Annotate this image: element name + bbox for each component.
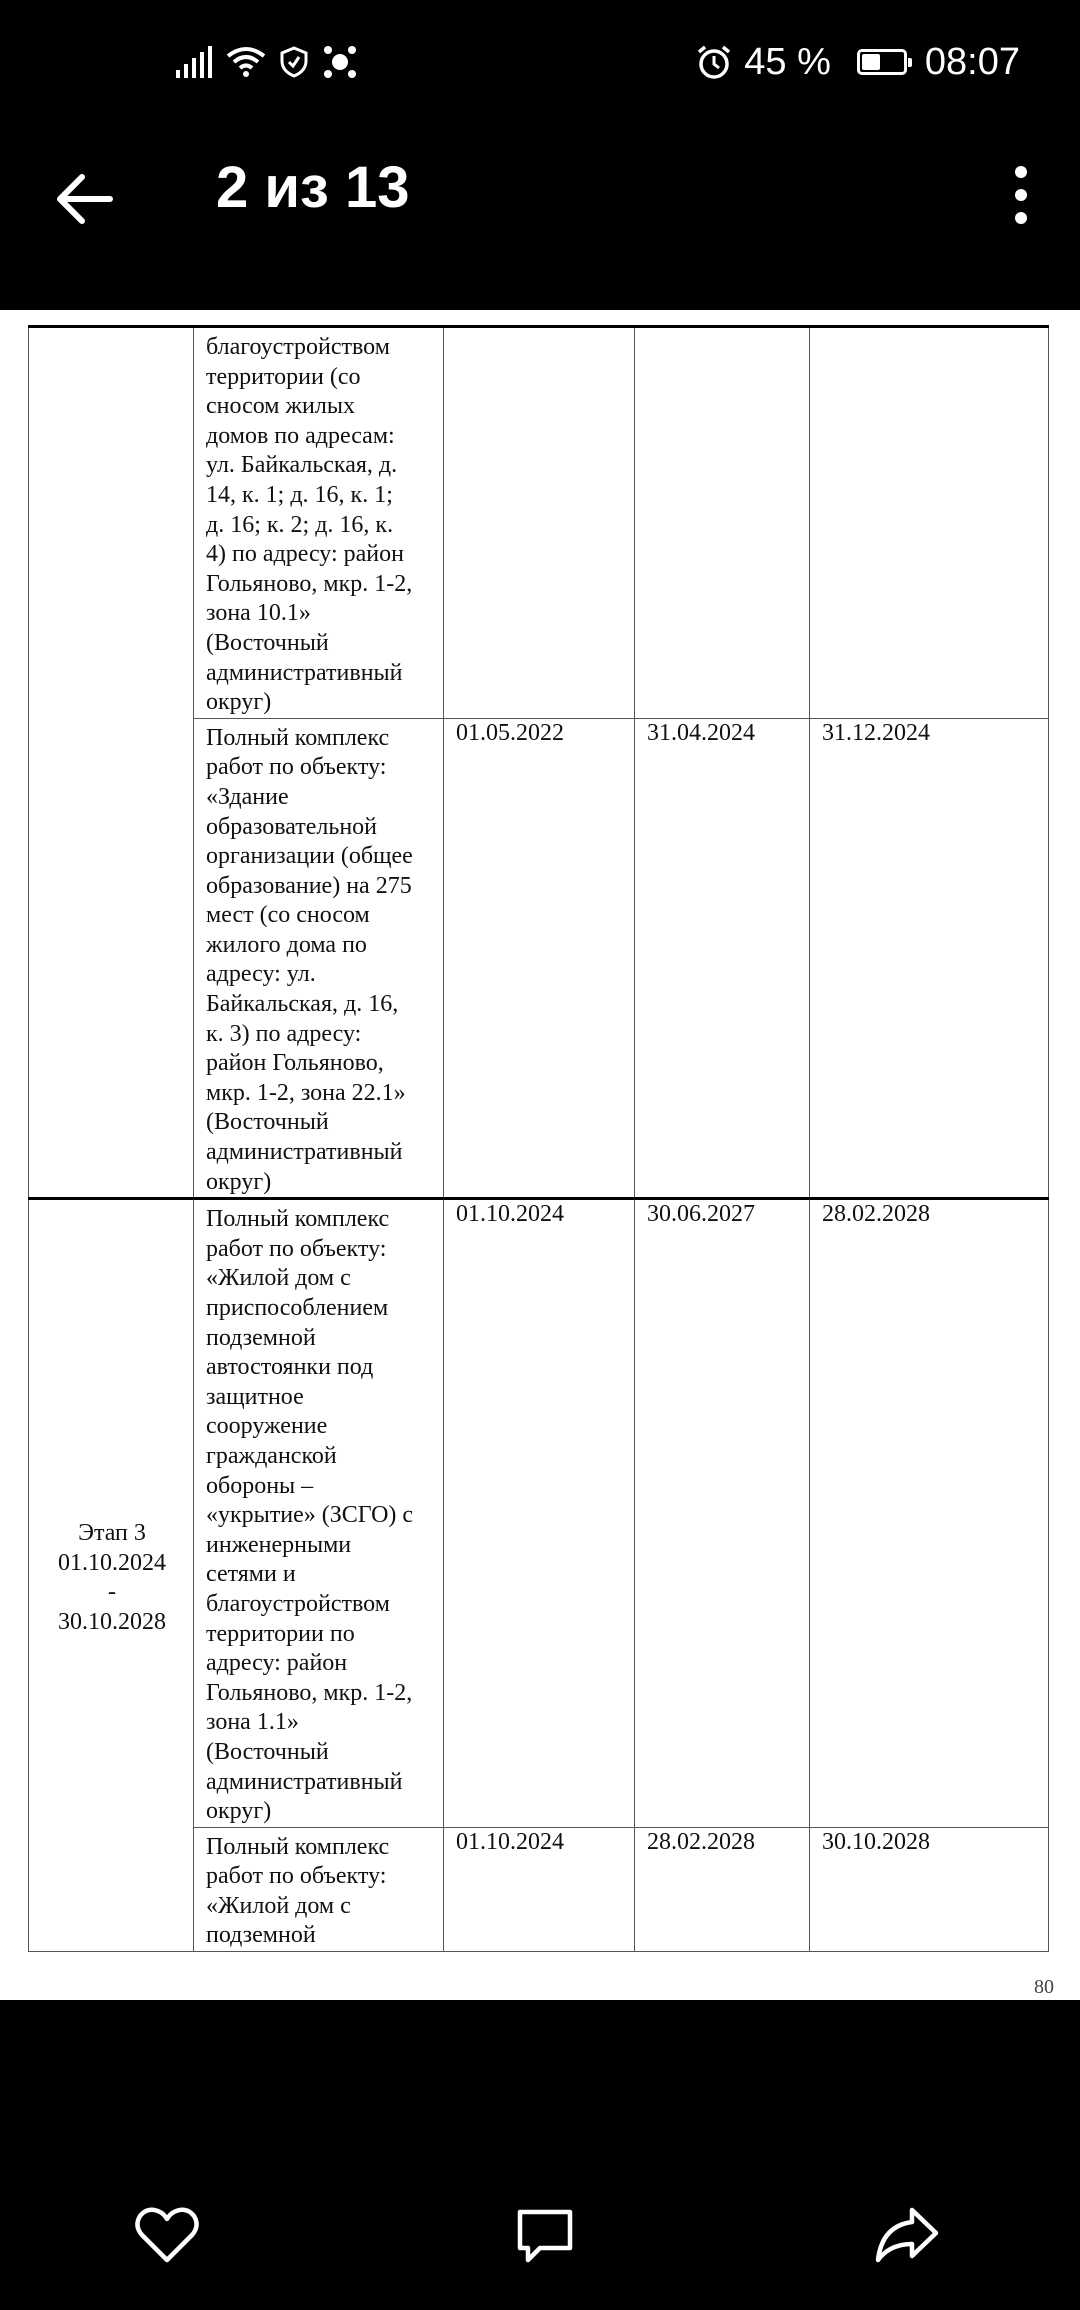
end-date-cell: 28.02.2028 [635,1827,810,1951]
status-bar [0,0,1080,120]
start-date-cell: 01.10.2024 [444,1199,635,1827]
status-left-icons [176,40,358,84]
signal-icon [176,46,212,78]
work-cell: благоустройством территории (со сносом жилых домов по адресам: ул. Байкальская, д. 14, к. 1; д. 16, к. 1; д. 16; к. 2; д. 16, к. 4) по адресу: район Гольяново, мкр. 1-2, зона 10.1» (Восточный административный округ) [194,327,444,719]
work-cell: Полный комплекс работ по объекту: «Здание образовательной организации (общее образование) на 275 мест (со сносом жилого дома по адресу: ул. Байкальская, д. 16, к. 3) по адресу: район Гольяново, мкр. 1-2, зона 22.1» (Восточный административный округ) [194,718,444,1199]
end-date-cell [635,327,810,719]
stage-cell: Этап 3 01.10.2024 - 30.10.2028 [29,1199,194,1952]
battery-percent: 45 % [744,40,831,83]
start-date-cell: 01.10.2024 [444,1827,635,1951]
app-notification-icon [322,45,358,79]
deadline-date-cell: 30.10.2028 [810,1827,1049,1951]
more-vert-icon[interactable] [1006,160,1036,230]
deadline-date-cell: 31.12.2024 [810,718,1049,1199]
heart-icon[interactable] [132,2200,202,2270]
viewer-header [0,120,1080,310]
battery-icon [857,49,907,75]
shield-icon [280,46,308,78]
alarm-icon [696,44,732,80]
deadline-date-cell [810,327,1049,719]
page-indicator: 2 из 13 [216,155,410,220]
end-date-cell: 30.06.2027 [635,1199,810,1827]
battery-level-fill [862,54,880,70]
work-cell: Полный комплекс работ по объекту: «Жилой дом с приспособлением подземной автостоянки под защитное сооружение гражданской обороны – «укрытие» (ЗСГО) с инженерными сетями и благоустройством территории по адресу: район Гольяново, мкр. 1-2, зона 1.1» (Восточный административный округ) [194,1199,444,1827]
wifi-icon [226,46,266,78]
page-number: 80 [1034,1976,1054,1998]
table-row [29,327,1049,719]
clock: 08:07 [924,40,1020,83]
deadline-date-cell: 28.02.2028 [810,1199,1049,1827]
stage-cell [29,327,194,1199]
status-right [696,40,1020,84]
back-arrow-icon[interactable] [50,164,120,234]
bottom-action-bar [0,2000,1080,2310]
share-icon[interactable] [872,2200,942,2270]
end-date-cell: 31.04.2024 [635,718,810,1199]
work-cell: Полный комплекс работ по объекту: «Жилой дом с подземной [194,1827,444,1951]
document-page[interactable] [0,310,1080,2000]
start-date-cell: 01.05.2022 [444,718,635,1199]
start-date-cell [444,327,635,719]
table-row [29,1199,1049,1827]
schedule-table [28,325,1049,1952]
comment-icon[interactable] [510,2200,580,2270]
